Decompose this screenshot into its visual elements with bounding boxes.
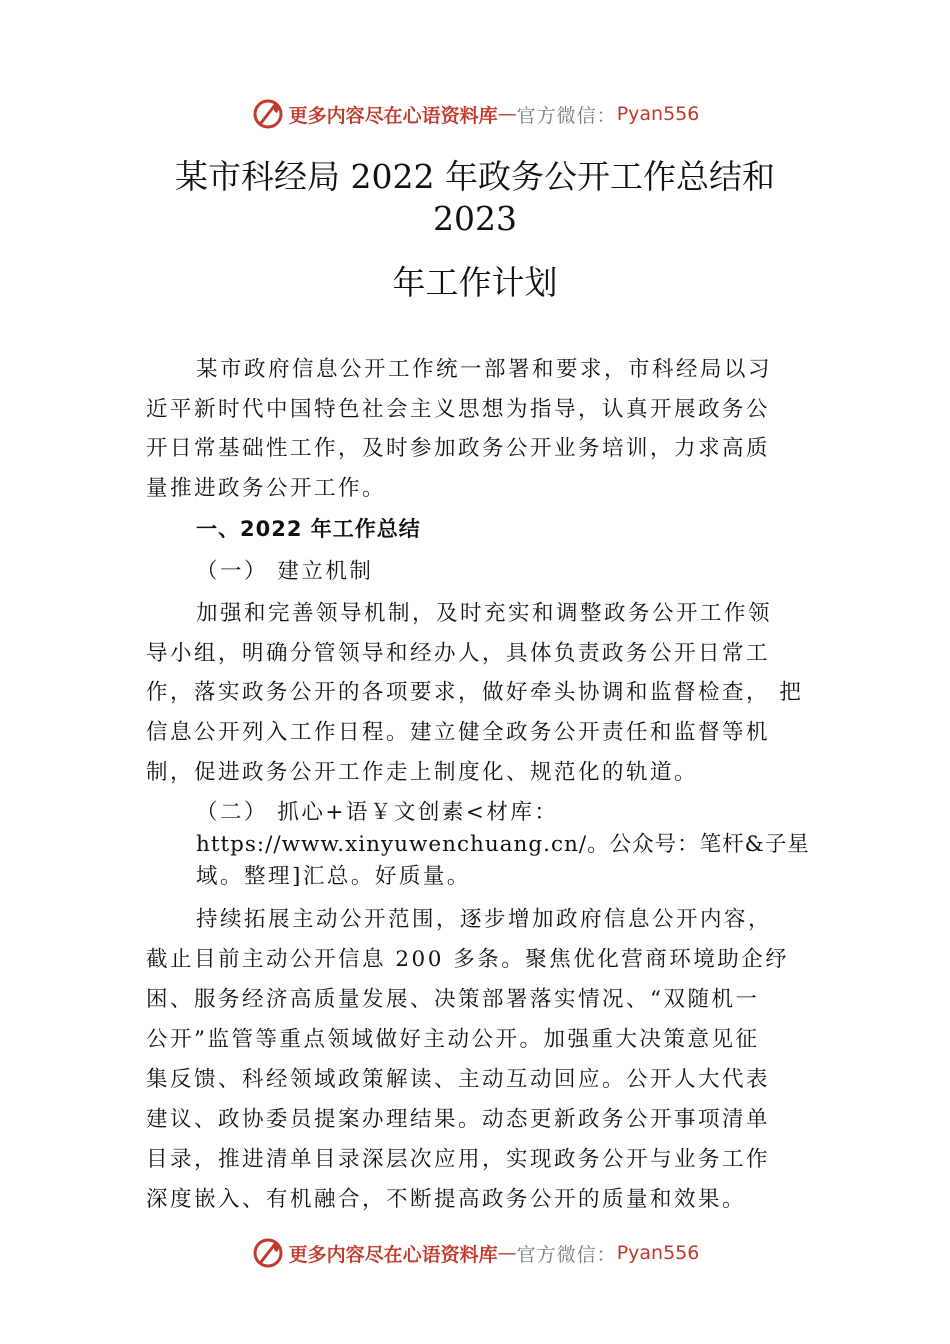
body-line: 导小组，明确分管领导和经办人，具体负责政务公开日常工 <box>146 641 771 666</box>
footer-watermark-banner <box>0 1233 950 1273</box>
body-line: 深度嵌入、有机融合，不断提高政务公开的质量和效果。 <box>146 1187 747 1212</box>
body-line-url: https://www.xinyuwenchuang.cn/。公众号：笔杆&子星 <box>196 832 810 857</box>
document-title-line-3: 年工作计划 <box>392 263 558 302</box>
document-title-line-1: 某市科经局 2022 年政务公开工作总结和 <box>175 157 775 196</box>
subsection-heading-2: （二） 抓心+语￥文创素<材库： <box>196 800 559 825</box>
body-line: 困、服务经济高质量发展、决策部署落实情况、“双随机一 <box>146 987 760 1012</box>
banner-wechat-id: Pyan556 <box>616 1242 700 1264</box>
body-line: 截止目前主动公开信息 200 多条。聚焦优化营商环境助企纾 <box>146 947 790 972</box>
banner-dash: — <box>497 1242 517 1264</box>
banner-wechat-id: Pyan556 <box>616 103 700 125</box>
header-watermark-banner <box>0 94 950 134</box>
banner-site-name: 更多内容尽在心语资料库 <box>288 104 498 127</box>
body-line: 域。整理]汇总。好质量。 <box>196 864 471 889</box>
body-line: 公开”监管等重点领域做好主动公开。加强重大决策意见征 <box>146 1027 760 1052</box>
body-line: 目录，推进清单目录深层次应用，实现政务公开与业务工作 <box>146 1147 771 1172</box>
body-line: 信息公开列入工作日程。建立健全政务公开责任和监督等机 <box>146 720 771 745</box>
body-line: 持续拓展主动公开范围，逐步增加政府信息公开内容， <box>196 907 773 932</box>
body-line: 作，落实政务公开的各项要求，做好牵头协调和监督检查， 把 <box>146 680 804 705</box>
body-line: 加强和完善领导机制，及时充实和调整政务公开工作领 <box>196 601 773 626</box>
banner-wechat-label: 官方微信： <box>516 104 617 127</box>
body-line: 近平新时代中国特色社会主义思想为指导，认真开展政务公 <box>146 397 771 422</box>
body-line: 集反馈、科经领域政策解读、主动互动回应。公开人大代表 <box>146 1067 771 1092</box>
banner-wechat-label: 官方微信： <box>516 1243 617 1266</box>
body-line: 开日常基础性工作，及时参加政务公开业务培训，力求高质 <box>146 436 771 461</box>
quill-logo-icon <box>251 1236 285 1270</box>
body-line: 制，促进政务公开工作走上制度化、规范化的轨道。 <box>146 760 699 785</box>
quill-logo-icon <box>251 97 285 131</box>
banner-site-name: 更多内容尽在心语资料库 <box>288 1243 498 1266</box>
document-title-line-2: 2023 <box>433 199 517 238</box>
subsection-heading-1: （一） 建立机制 <box>196 559 374 584</box>
banner-dash: — <box>497 103 517 125</box>
body-line: 建议、政协委员提案办理结果。动态更新政务公开事项清单 <box>146 1107 771 1132</box>
body-line: 某市政府信息公开工作统一部署和要求，市科经局以习 <box>196 357 773 382</box>
body-line: 量推进政务公开工作。 <box>146 476 387 501</box>
section-heading-1: 一、2022 年工作总结 <box>196 517 421 541</box>
